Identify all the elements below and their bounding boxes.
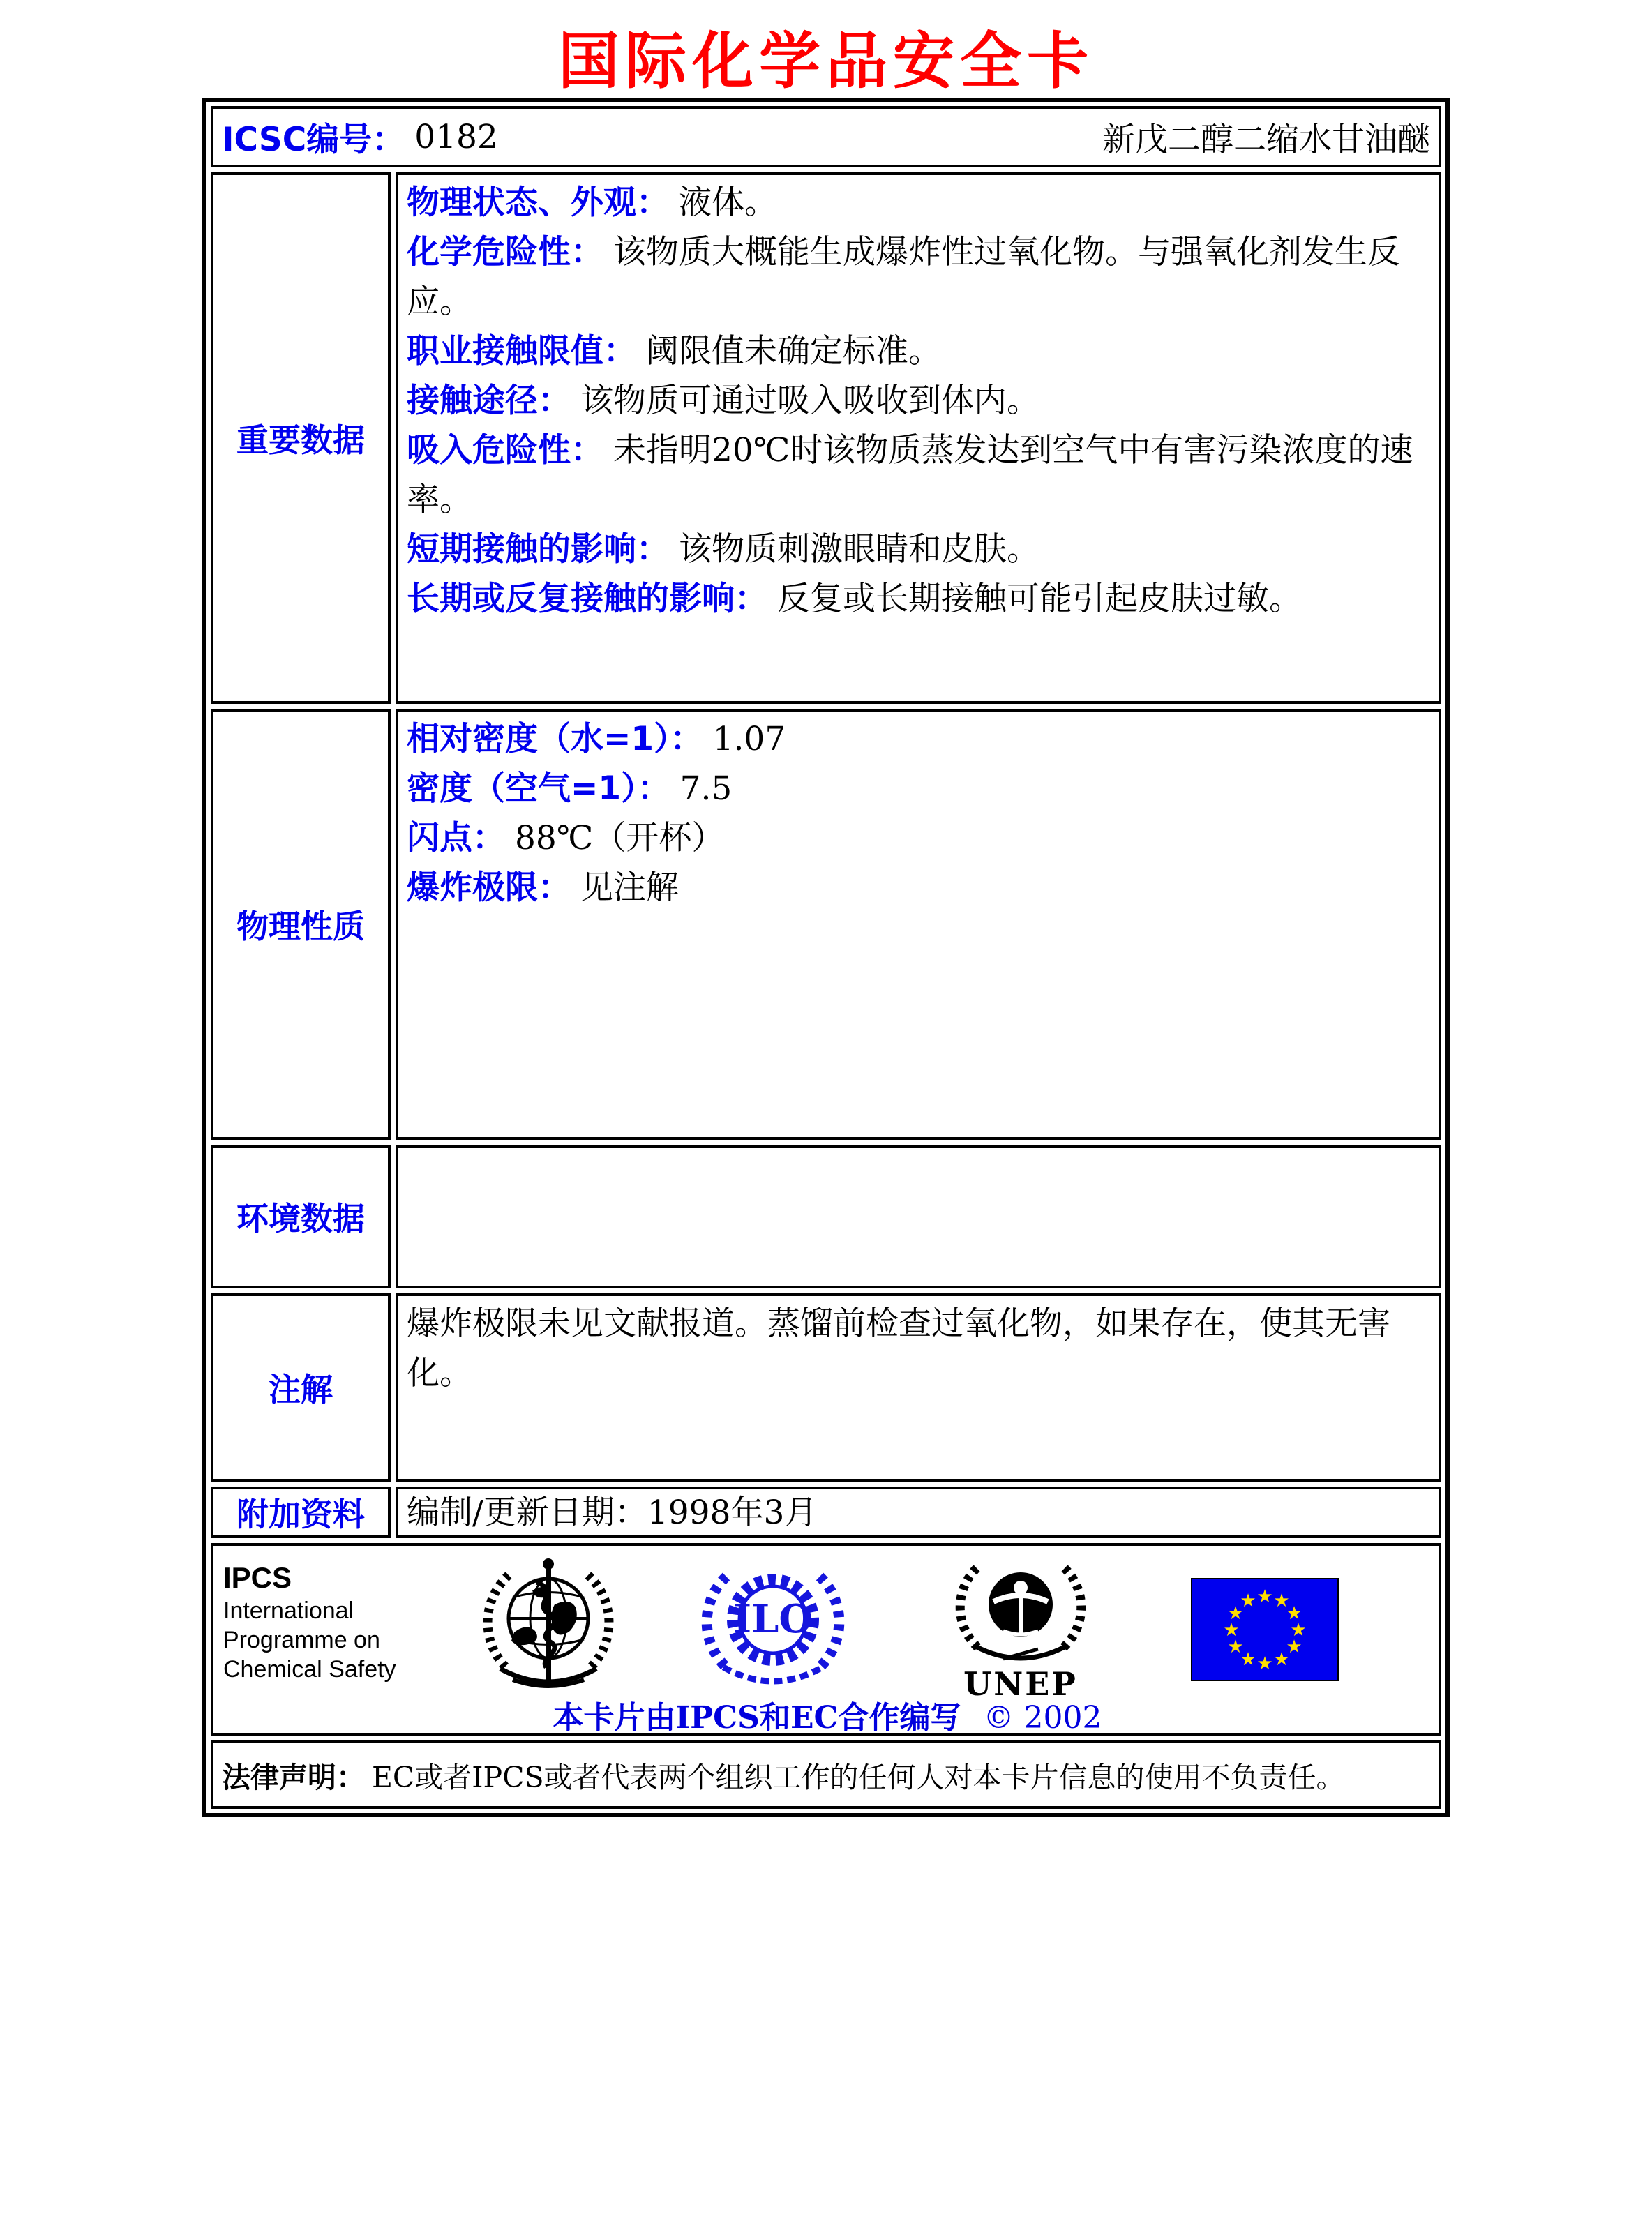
eu-flag-icon xyxy=(1191,1578,1339,1681)
notes-content xyxy=(396,1293,1441,1482)
svg-text:★: ★ xyxy=(1240,1590,1256,1611)
physical-properties-content xyxy=(396,709,1441,1140)
icsc-number-value: 0182 xyxy=(414,117,498,156)
field-label: 吸入危险性： xyxy=(407,431,603,469)
important-data-row xyxy=(211,172,1441,704)
field-line xyxy=(407,525,1429,574)
chemical-name: 新戊二醇二缩水甘油醚 xyxy=(1102,120,1430,159)
ipcs-line: International xyxy=(223,1597,354,1624)
unep-letters: UNEP xyxy=(963,1665,1078,1703)
field-value: 反复或长期接触可能引起皮肤过敏。 xyxy=(777,580,1302,618)
section-label: 重要数据 xyxy=(236,421,365,459)
field-label: 接触途径： xyxy=(407,382,571,420)
field-label: 物理状态、外观： xyxy=(407,183,669,222)
caption-text: 本卡片由IPCS和EC合作编写 xyxy=(553,1700,961,1736)
field-line xyxy=(407,574,1429,624)
logos-cell xyxy=(211,1543,1441,1736)
field-value: 阈限值未确定标准。 xyxy=(646,332,941,370)
page-title: 国际化学品安全卡 xyxy=(557,24,1094,97)
safety-card xyxy=(202,98,1450,1817)
field-value: 见注解 xyxy=(580,868,679,907)
field-line xyxy=(407,227,1429,326)
copyright-text: © 2002 xyxy=(983,1700,1102,1736)
ilo-logo-icon xyxy=(700,1556,846,1695)
svg-text:★: ★ xyxy=(1227,1603,1244,1624)
field-value: 1.07 xyxy=(712,720,786,758)
field-label: 爆炸极限： xyxy=(407,868,571,907)
field-line xyxy=(407,863,1429,912)
field-line xyxy=(407,376,1429,426)
environmental-data-content xyxy=(396,1145,1441,1288)
legal-row xyxy=(211,1740,1441,1809)
field-line xyxy=(407,178,1429,227)
legal-cell xyxy=(211,1740,1441,1809)
svg-text:★: ★ xyxy=(1240,1649,1256,1670)
svg-text:★: ★ xyxy=(1286,1603,1302,1624)
ipcs-line: Programme on xyxy=(223,1627,380,1653)
field-line xyxy=(407,714,1429,764)
notes-label-cell xyxy=(211,1293,391,1482)
svg-text:★: ★ xyxy=(1223,1620,1240,1641)
ipcs-line: Chemical Safety xyxy=(223,1656,396,1683)
section-label: 注解 xyxy=(269,1371,333,1408)
header-row xyxy=(211,106,1441,167)
ilo-letters: ILO xyxy=(733,1596,813,1642)
field-value: 88℃（开杯） xyxy=(515,819,725,857)
cooperation-caption xyxy=(223,1699,1432,1741)
environmental-data-row xyxy=(211,1145,1441,1288)
field-label: 长期或反复接触的影响： xyxy=(407,580,767,618)
section-label: 附加资料 xyxy=(236,1496,365,1533)
ipcs-text-block xyxy=(223,1556,441,1684)
header-cell xyxy=(211,106,1441,167)
field-value: 未指明20℃时该物质蒸发达到空气中有害污染浓度的速率。 xyxy=(407,431,1413,519)
physical-properties-row xyxy=(211,709,1441,1140)
svg-text:★: ★ xyxy=(1273,1649,1290,1670)
field-value: 该物质大概能生成爆炸性过氧化物。与强氧化剂发生反应。 xyxy=(407,233,1400,321)
legal-label: 法律声明： xyxy=(222,1760,365,1794)
field-value: 该物质刺激眼睛和皮肤。 xyxy=(679,530,1039,569)
additional-info-row xyxy=(211,1487,1441,1538)
svg-text:★: ★ xyxy=(1286,1637,1302,1657)
field-line xyxy=(407,813,1429,863)
section-label: 物理性质 xyxy=(236,908,365,945)
important-data-content xyxy=(396,172,1441,704)
field-value: 液体。 xyxy=(679,183,777,222)
field-line xyxy=(407,326,1429,376)
field-label: 密度（空气=1）： xyxy=(407,769,670,808)
field-value: 该物质可通过吸入吸收到体内。 xyxy=(580,382,1039,420)
icsc-number-group xyxy=(222,114,498,160)
additional-info-content xyxy=(396,1487,1441,1538)
field-value: 7.5 xyxy=(679,769,733,808)
field-label: 职业接触限值： xyxy=(407,332,636,370)
field-line xyxy=(407,426,1429,525)
field-line xyxy=(407,764,1429,813)
update-date-text: 编制/更新日期：1998年3月 xyxy=(407,1493,818,1532)
svg-text:★: ★ xyxy=(1256,1586,1273,1607)
legal-text: EC或者IPCS或者代表两个组织工作的任何人对本卡片信息的使用不负责任。 xyxy=(372,1760,1345,1794)
physical-properties-label-cell xyxy=(211,709,391,1140)
important-data-label-cell xyxy=(211,172,391,704)
additional-info-label-cell xyxy=(211,1487,391,1538)
icsc-number-label: ICSC编号： xyxy=(222,120,405,159)
notes-text: 爆炸极限未见文献报道。蒸馏前检查过氧化物，如果存在，使其无害化。 xyxy=(407,1304,1390,1392)
svg-text:★: ★ xyxy=(1273,1590,1290,1611)
logos-row xyxy=(211,1543,1441,1736)
ipcs-acronym: IPCS xyxy=(223,1561,292,1594)
field-label: 化学危险性： xyxy=(407,233,603,271)
unep-logo-block xyxy=(943,1556,1099,1703)
environmental-data-label-cell xyxy=(211,1145,391,1288)
svg-text:★: ★ xyxy=(1227,1637,1244,1657)
unep-logo-icon xyxy=(954,1556,1087,1666)
field-label: 闪点： xyxy=(407,819,505,857)
field-label: 相对密度（水=1）： xyxy=(407,720,703,758)
field-label: 短期接触的影响： xyxy=(407,530,669,569)
svg-text:★: ★ xyxy=(1256,1653,1273,1674)
notes-row xyxy=(211,1293,1441,1482)
section-label: 环境数据 xyxy=(236,1200,365,1238)
logos-group xyxy=(223,1556,1432,1703)
who-logo-icon xyxy=(472,1556,624,1695)
svg-text:★: ★ xyxy=(1290,1620,1307,1641)
